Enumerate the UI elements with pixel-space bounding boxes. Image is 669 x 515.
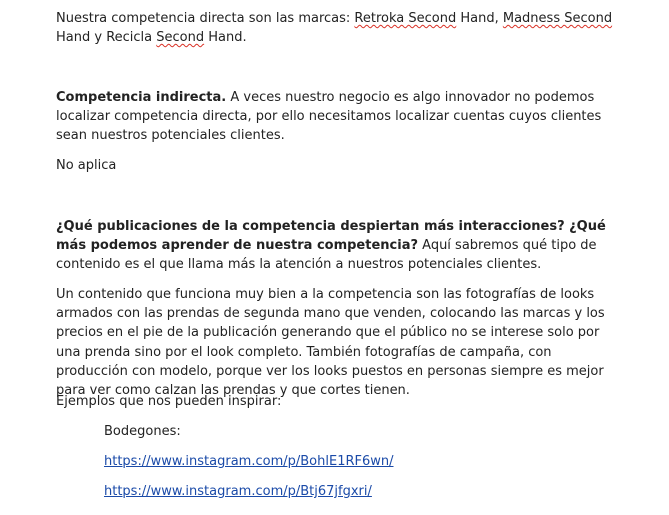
example-link-1-wrap [104,452,394,471]
example-link-1[interactable]: https://www.instagram.com/p/BohlE1RF6wn/ [104,454,394,469]
competition-direct-paragraph [56,9,626,47]
examples-label: Ejemplos que nos pueden inspirar: [56,394,282,409]
brand-tail: Hand. [204,30,247,46]
brand-retroka: Retroka Second [354,11,457,26]
competition-indirect-paragraph [56,88,626,146]
question-body: Aquí sabremos qué tipo de contenido es el que llama más la atención a nuestros potenciales clientes. [56,238,597,273]
question-paragraph [56,217,626,275]
example-link-2-wrap [104,482,372,501]
brand-recicla: Second [156,30,205,46]
bodegones-label: Bodegones: [104,424,181,439]
competition-indirect-heading: Competencia indirecta. [56,90,227,105]
no-aplica-text: No aplica [56,158,117,173]
content-answer-paragraph: Un contenido que funciona muy bien a la competencia son las fotografías de looks armados con las prendas de segunda mano que venden, colocando las marcas y los precios en el pie de la publicación generando que el público no se interese solo por una prenda sino por el look completo. También fotografías de campaña, con producción con modelo, porque ver los looks puestos en personas siempre es mejor para ver como calzan las prendas y que cortes tienen. [56,287,605,399]
competition-direct-intro: Nuestra competencia directa son las marcas: [56,11,355,26]
brand-separator: Hand, [456,11,503,26]
example-link-2[interactable]: https://www.instagram.com/p/Btj67jfgxri/ [104,484,372,499]
competition-indirect-body: A veces nuestro negocio es algo innovador no podemos localizar competencia directa, por ello necesitamos localizar cuentas cuyos clientes sean nuestros potenciales clientes. [56,90,602,144]
brand-separator: Hand y Recicla [56,30,157,46]
question-heading: ¿Qué publicaciones de la competencia despiertan más interacciones? ¿Qué más podemos aprender de nuestra competencia? [56,219,606,254]
brand-madness: Madness Second [502,11,613,26]
